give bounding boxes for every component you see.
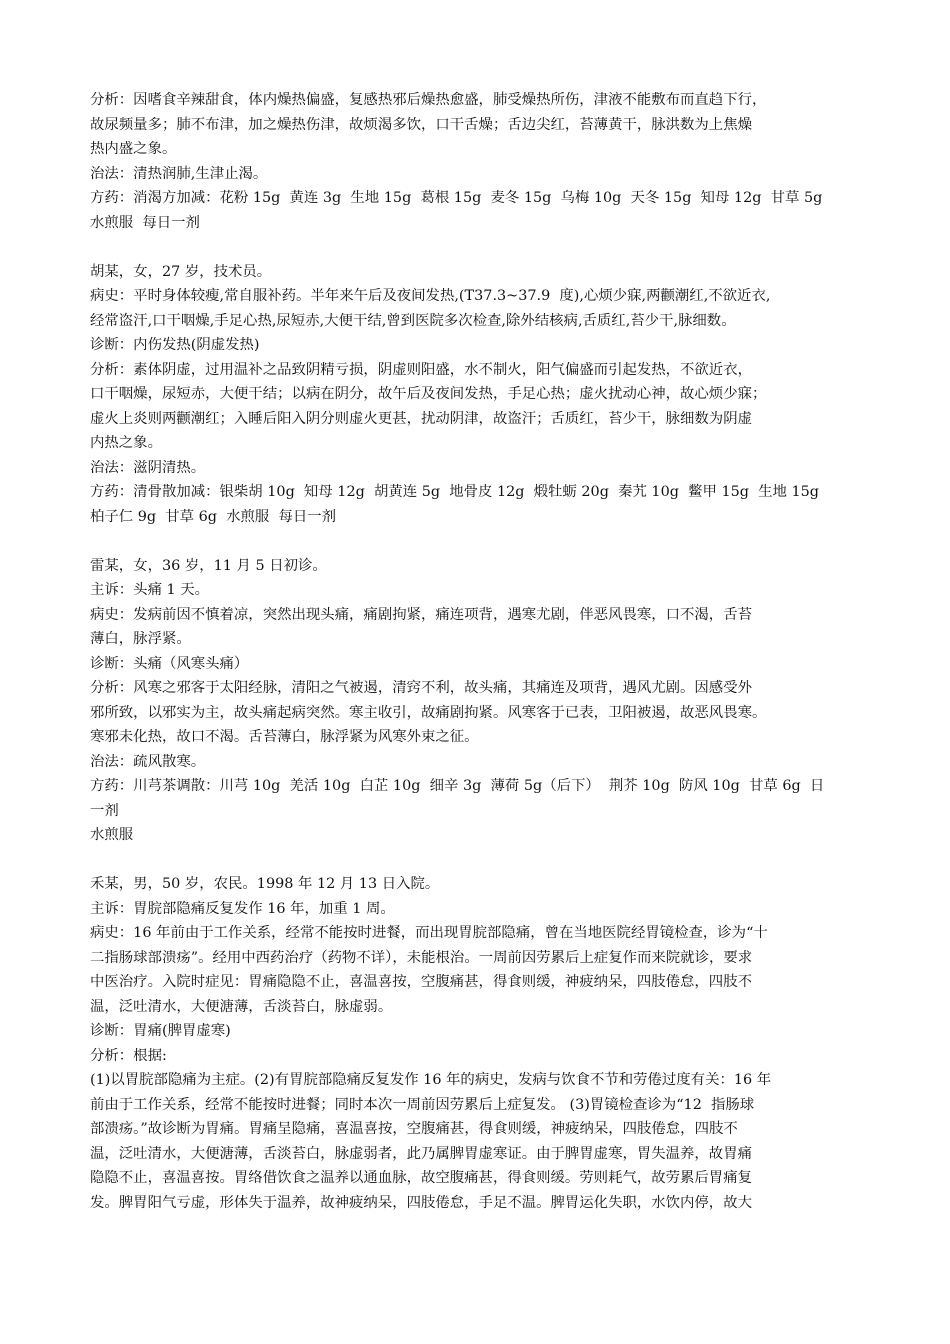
case-block-3 (90, 554, 866, 848)
case-block-1 (90, 88, 866, 235)
text-line: 病史：16 年前由于工作关系，经常不能按时进餐，而出现胃脘部隐痛，曾在当地医院经胃镜检查，诊为“十 (90, 925, 768, 941)
paragraph-gap (90, 235, 866, 260)
text-line: 温，泛吐清水，大便溏薄，舌淡苔白，脉虚弱。 (90, 998, 393, 1015)
text-line: 发。脾胃阳气亏虚，形体失于温养，故神疲纳呆，四肢倦怠，手足不温。脾胃运化失职，水饮内停，故大 (90, 1194, 752, 1211)
text-line: 内热之象。 (90, 435, 162, 451)
text-line: 经常盗汗,口干咽燥,手足心热,尿短赤,大便干结,曾到医院多次检查,除外结核病,舌质红,苔少干,脉细数。 (90, 312, 736, 329)
text-line: 方药：川芎茶调散：川芎 10g 羌活 10g 白芷 10g 细辛 3g 薄荷 5g（后下） 荆芥 10g 防风 10g 甘草 6g 日 (90, 778, 825, 794)
text-line: 主诉：头痛 1 天。 (90, 582, 210, 598)
paragraph-gap (90, 529, 866, 554)
text-line: 水煎服 (90, 827, 134, 843)
text-line: 邪所致，以邪实为主，故头痛起病突然。寒主收引，故痛剧拘紧。风寒客于已表，卫阳被遏，故恶风畏寒。 (90, 704, 767, 721)
text-line: 口干咽燥，尿短赤，大便干结；以病在阴分，故午后及夜间发热，手足心热；虚火扰动心神，故心烦少寐； (90, 386, 767, 402)
text-line: 中医治疗。入院时症见：胃痛隐隐不止，喜温喜按，空腹痛甚，得食则缓，神疲纳呆，四肢倦怠，四肢不 (90, 974, 752, 990)
text-line: 热内盛之象。 (90, 141, 177, 157)
text-line: (1)以胃脘部隐痛为主症。(2)有胃脘部隐痛反复发作 16 年的病史，发病与饮食不节和劳倦过度有关：16 年 (90, 1072, 772, 1088)
text-line: 治法：清热润肺,生津止渴。 (90, 165, 268, 182)
text-line: 方药：消渴方加减：花粉 15g 黄连 3g 生地 15g 葛根 15g 麦冬 15g 乌梅 10g 天冬 15g 知母 12g 甘草 5g (90, 190, 823, 206)
case-block-4 (90, 872, 866, 1215)
case-block-2 (90, 260, 866, 530)
text-line: 治法：疏风散寒。 (90, 753, 206, 770)
text-line: 主诉：胃脘部隐痛反复发作 16 年，加重 1 周。 (90, 900, 395, 917)
text-line: 分析：素体阴虚，过用温补之品致阴精亏损，阴虚则阳盛，水不制火，阳气偏盛而引起发热，不欲近衣， (90, 361, 752, 378)
text-line: 虚火上炎则两颧潮红；入睡后阳入阴分则虚火更甚，扰动阴津，故盗汗；舌质红，苔少干，脉细数为阴虚 (90, 410, 752, 427)
text-line: 治法：滋阴清热。 (90, 459, 206, 476)
text-line: 故尿频量多；肺不布津，加之燥热伤津，故烦渴多饮，口干舌燥；舌边尖红，苔薄黄干，脉洪数为上焦燥 (90, 116, 752, 133)
text-line: 温，泛吐清水，大便溏薄，舌淡苔白，脉虚弱者，此乃属脾胃虚寒证。由于脾胃虚寒，胃失温养，故胃痛 (90, 1145, 752, 1162)
text-line: 柏子仁 9g 甘草 6g 水煎服 每日一剂 (90, 508, 337, 525)
text-line: 分析：根据: (90, 1047, 167, 1064)
paragraph-gap (90, 848, 866, 873)
text-line: 病史：平时身体较瘦,常自服补药。半年来午后及夜间发热,(T37.3~37.9 度),心烦少寐,两颧潮红,不欲近衣, (90, 288, 771, 304)
text-line: 胡某，女，27 岁，技术员。 (90, 263, 272, 280)
text-line: 前由于工作关系，经常不能按时进餐；同时本次一周前因劳累后上症复发。 (3)胃镜检查诊为“12 指肠球 (90, 1096, 755, 1113)
text-line: 隐隐不止，喜温喜按。胃络借饮食之温养以通血脉，故空腹痛甚，得食则缓。劳则耗气，故劳累后胃痛复 (90, 1170, 752, 1186)
text-line: 寒邪未化热，故口不渴。舌苔薄白，脉浮紧为风寒外束之征。 (90, 729, 479, 745)
text-line: 一剂 (90, 802, 119, 819)
text-line: 分析：风寒之邪客于太阳经脉，清阳之气被遏，清窍不利，故头痛，其痛连及项背，遇风尤剧。因感受外 (90, 680, 752, 696)
text-line: 诊断：内伤发热(阴虚发热) (90, 337, 260, 353)
text-line: 雷某，女，36 岁，11 月 5 日初诊。 (90, 557, 327, 574)
text-line: 部溃疡。”故诊断为胃痛。胃痛呈隐痛，喜温喜按，空腹痛甚，得食则缓，神疲纳呆，四肢倦怠，四肢不 (90, 1121, 738, 1137)
text-line: 薄白，脉浮紧。 (90, 631, 191, 647)
text-line: 病史：发病前因不慎着凉，突然出现头痛，痛剧拘紧，痛连项背，遇寒尤剧，伴恶风畏寒，口不渴，舌苔 (90, 606, 752, 623)
text-line: 诊断：头痛（风寒头痛） (90, 655, 249, 672)
text-line: 水煎服 每日一剂 (90, 214, 200, 231)
text-line: 分析：因嗜食辛辣甜食，体内燥热偏盛，复感热邪后燥热愈盛，肺受燥热所伤，津液不能敷布而直趋下行， (90, 92, 767, 108)
text-line: 诊断：胃痛(脾胃虚寒) (90, 1023, 231, 1039)
text-line: 二指肠球部溃疡”。经用中西药治疗（药物不详），未能根治。一周前因劳累后上症复作而来院就诊，要求 (90, 949, 753, 966)
document-page (90, 88, 866, 1215)
text-line: 禾某，男，50 岁，农民。1998 年 12 月 13 日入院。 (90, 876, 440, 892)
text-line: 方药：清骨散加减：银柴胡 10g 知母 12g 胡黄连 5g 地骨皮 12g 煅牡蛎 20g 秦艽 10g 鳖甲 15g 生地 15g (90, 484, 819, 500)
